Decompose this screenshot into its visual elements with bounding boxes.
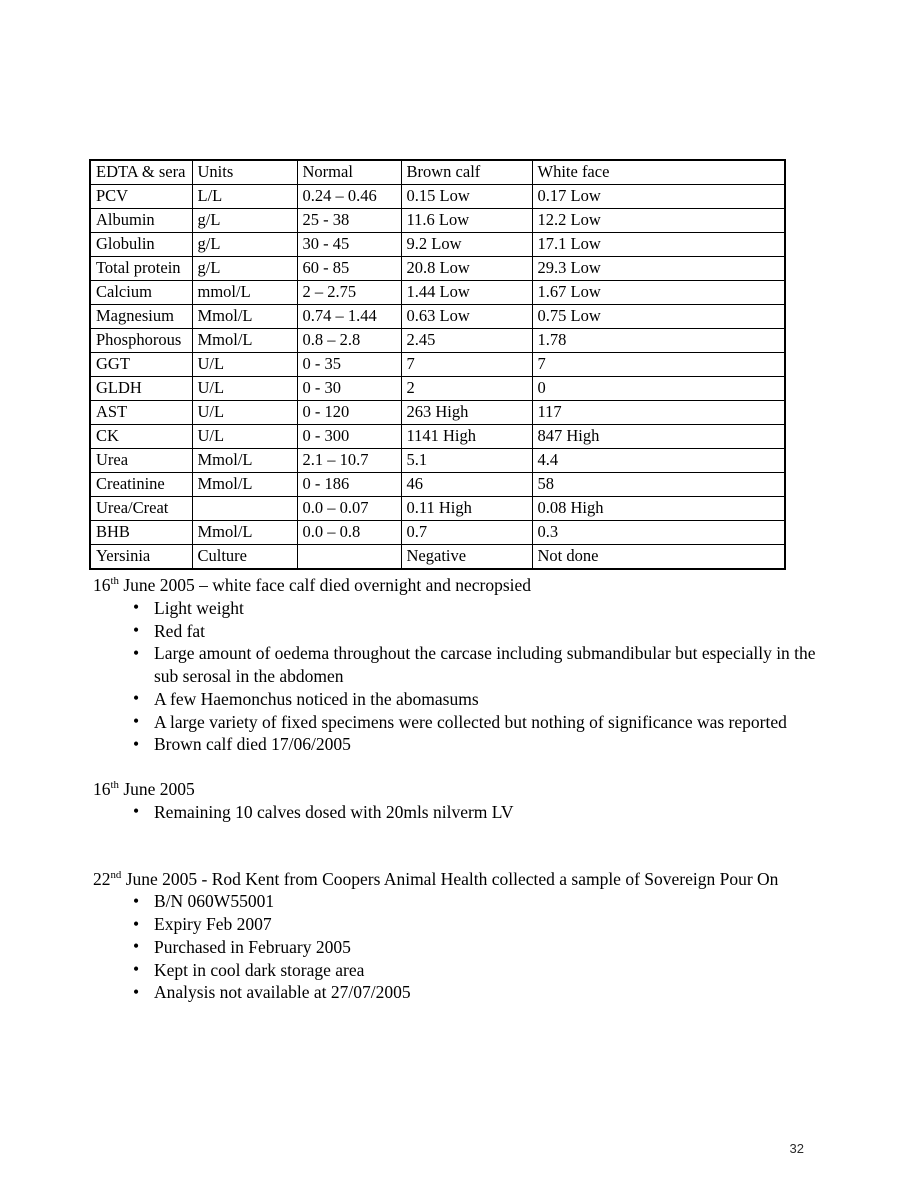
list-item: • Large amount of oedema throughout the carcase including submandibular but especially in the sub serosal in the abdomen bbox=[93, 642, 833, 688]
table-cell: 263 High bbox=[401, 401, 532, 425]
section-heading bbox=[93, 868, 833, 891]
list-item: • Brown calf died 17/06/2005 bbox=[93, 733, 833, 756]
section-heading-text: June 2005 bbox=[118, 779, 195, 799]
table-row bbox=[90, 281, 785, 305]
table-cell: 58 bbox=[532, 473, 785, 497]
table-cell: mmol/L bbox=[192, 281, 297, 305]
section-heading-day: 16 bbox=[93, 779, 111, 799]
table-cell-analyte: CK bbox=[90, 425, 192, 449]
table-cell: 0.3 bbox=[532, 521, 785, 545]
table-cell-analyte: PCV bbox=[90, 185, 192, 209]
table-column-header: Brown calf bbox=[401, 160, 532, 185]
table-cell: 2 bbox=[401, 377, 532, 401]
table-column-header: Units bbox=[192, 160, 297, 185]
list-item: • Analysis not available at 27/07/2005 bbox=[93, 981, 833, 1004]
table-cell bbox=[297, 545, 401, 570]
table-header bbox=[90, 160, 785, 185]
table-cell-analyte: GLDH bbox=[90, 377, 192, 401]
table-cell: 20.8 Low bbox=[401, 257, 532, 281]
table-row bbox=[90, 545, 785, 570]
table-row bbox=[90, 353, 785, 377]
table-cell: 25 - 38 bbox=[297, 209, 401, 233]
table-cell: 847 High bbox=[532, 425, 785, 449]
table-cell: 0 - 300 bbox=[297, 425, 401, 449]
table-cell: 1141 High bbox=[401, 425, 532, 449]
list-item: • B/N 060W55001 bbox=[93, 890, 833, 913]
table-cell: U/L bbox=[192, 425, 297, 449]
list-item: • Purchased in February 2005 bbox=[93, 936, 833, 959]
section-heading-ordinal: th bbox=[110, 779, 119, 792]
table-cell: L/L bbox=[192, 185, 297, 209]
table-cell-analyte: AST bbox=[90, 401, 192, 425]
document-body bbox=[93, 574, 833, 1004]
table-cell: 1.44 Low bbox=[401, 281, 532, 305]
table-cell: 46 bbox=[401, 473, 532, 497]
table-row bbox=[90, 209, 785, 233]
section-heading-text: June 2005 - Rod Kent from Coopers Animal Health collected a sample of Sovereign Pour On bbox=[121, 868, 779, 889]
table-cell-analyte: Magnesium bbox=[90, 305, 192, 329]
table-cell: 11.6 Low bbox=[401, 209, 532, 233]
table-cell: 0 - 120 bbox=[297, 401, 401, 425]
table-cell-analyte: Urea bbox=[90, 449, 192, 473]
table-row bbox=[90, 233, 785, 257]
table-row bbox=[90, 305, 785, 329]
table-row bbox=[90, 497, 785, 521]
page-number: 32 bbox=[789, 1141, 804, 1156]
table-cell-analyte: Total protein bbox=[90, 257, 192, 281]
table-cell: 17.1 Low bbox=[532, 233, 785, 257]
list-item: • Remaining 10 calves dosed with 20mls nilverm LV bbox=[93, 801, 833, 824]
table-cell bbox=[192, 497, 297, 521]
table-cell-analyte: Phosphorous bbox=[90, 329, 192, 353]
table-cell: Negative bbox=[401, 545, 532, 570]
table-cell: 0.0 – 0.8 bbox=[297, 521, 401, 545]
table-row bbox=[90, 257, 785, 281]
list-item: • A few Haemonchus noticed in the abomasums bbox=[93, 688, 833, 711]
lab-results-table bbox=[89, 159, 786, 570]
table-cell: 0 bbox=[532, 377, 785, 401]
table-cell: 0.08 High bbox=[532, 497, 785, 521]
table-cell-analyte: BHB bbox=[90, 521, 192, 545]
list-item: • Expiry Feb 2007 bbox=[93, 913, 833, 936]
table-cell: 60 - 85 bbox=[297, 257, 401, 281]
table-cell: Mmol/L bbox=[192, 329, 297, 353]
table-cell: 0.75 Low bbox=[532, 305, 785, 329]
table-cell: 117 bbox=[532, 401, 785, 425]
table-cell: Mmol/L bbox=[192, 521, 297, 545]
table-cell-analyte: Yersinia bbox=[90, 545, 192, 570]
table-cell: 0.15 Low bbox=[401, 185, 532, 209]
table-row bbox=[90, 377, 785, 401]
table-cell: U/L bbox=[192, 401, 297, 425]
table-cell-analyte: Albumin bbox=[90, 209, 192, 233]
table-cell: U/L bbox=[192, 377, 297, 401]
table-cell: 2.45 bbox=[401, 329, 532, 353]
section-spacer bbox=[93, 824, 833, 868]
table-row bbox=[90, 329, 785, 353]
section-bullet-list bbox=[93, 801, 833, 824]
table-column-header: Normal bbox=[297, 160, 401, 185]
table-body bbox=[90, 185, 785, 570]
table-cell: 0 - 35 bbox=[297, 353, 401, 377]
section-bullet-list bbox=[93, 597, 833, 756]
section-heading-ordinal: th bbox=[110, 575, 119, 588]
section-heading bbox=[93, 778, 833, 801]
table-header-row bbox=[90, 160, 785, 185]
list-item: • Light weight bbox=[93, 597, 833, 620]
section-heading bbox=[93, 574, 833, 597]
table-cell: 0.11 High bbox=[401, 497, 532, 521]
table-row bbox=[90, 425, 785, 449]
table-cell: g/L bbox=[192, 233, 297, 257]
list-item: • A large variety of fixed specimens were collected but nothing of significance was reported bbox=[93, 711, 833, 734]
table-row bbox=[90, 449, 785, 473]
table-cell-analyte: Globulin bbox=[90, 233, 192, 257]
table-cell-analyte: GGT bbox=[90, 353, 192, 377]
table-cell: Mmol/L bbox=[192, 473, 297, 497]
table-cell: 0.24 – 0.46 bbox=[297, 185, 401, 209]
table-cell: Culture bbox=[192, 545, 297, 570]
table-cell: 0.8 – 2.8 bbox=[297, 329, 401, 353]
table-cell: 9.2 Low bbox=[401, 233, 532, 257]
table-cell: 1.67 Low bbox=[532, 281, 785, 305]
table-row bbox=[90, 401, 785, 425]
table-cell: 0.74 – 1.44 bbox=[297, 305, 401, 329]
table-cell-analyte: Calcium bbox=[90, 281, 192, 305]
table-cell: 30 - 45 bbox=[297, 233, 401, 257]
table-cell: 0 - 30 bbox=[297, 377, 401, 401]
table-row bbox=[90, 185, 785, 209]
table-cell: g/L bbox=[192, 257, 297, 281]
table-cell-analyte: Urea/Creat bbox=[90, 497, 192, 521]
table-cell: 4.4 bbox=[532, 449, 785, 473]
lab-results-table-container bbox=[89, 159, 784, 570]
list-item: • Kept in cool dark storage area bbox=[93, 959, 833, 982]
table-cell: Not done bbox=[532, 545, 785, 570]
table-cell: 0.17 Low bbox=[532, 185, 785, 209]
table-cell: Mmol/L bbox=[192, 449, 297, 473]
table-cell: 1.78 bbox=[532, 329, 785, 353]
section-spacer bbox=[93, 756, 833, 778]
table-cell: 12.2 Low bbox=[532, 209, 785, 233]
table-cell: 7 bbox=[401, 353, 532, 377]
table-column-header: EDTA & sera bbox=[90, 160, 192, 185]
table-cell: 0.7 bbox=[401, 521, 532, 545]
table-cell: 0.63 Low bbox=[401, 305, 532, 329]
list-item: • Red fat bbox=[93, 620, 833, 643]
table-cell: U/L bbox=[192, 353, 297, 377]
section-bullet-list bbox=[93, 890, 833, 1004]
section-heading-day: 16 bbox=[93, 575, 111, 595]
table-cell: Mmol/L bbox=[192, 305, 297, 329]
table-cell: 5.1 bbox=[401, 449, 532, 473]
table-cell: 7 bbox=[532, 353, 785, 377]
table-cell: 29.3 Low bbox=[532, 257, 785, 281]
table-cell: 0 - 186 bbox=[297, 473, 401, 497]
table-cell: g/L bbox=[192, 209, 297, 233]
table-row bbox=[90, 521, 785, 545]
section-heading-ordinal: nd bbox=[110, 868, 122, 881]
table-row bbox=[90, 473, 785, 497]
section-heading-text: June 2005 – white face calf died overnight and necropsied bbox=[118, 575, 532, 595]
table-cell-analyte: Creatinine bbox=[90, 473, 192, 497]
table-column-header: White face bbox=[532, 160, 785, 185]
table-cell: 0.0 – 0.07 bbox=[297, 497, 401, 521]
table-cell: 2 – 2.75 bbox=[297, 281, 401, 305]
table-cell: 2.1 – 10.7 bbox=[297, 449, 401, 473]
section-heading-day: 22 bbox=[93, 868, 111, 889]
